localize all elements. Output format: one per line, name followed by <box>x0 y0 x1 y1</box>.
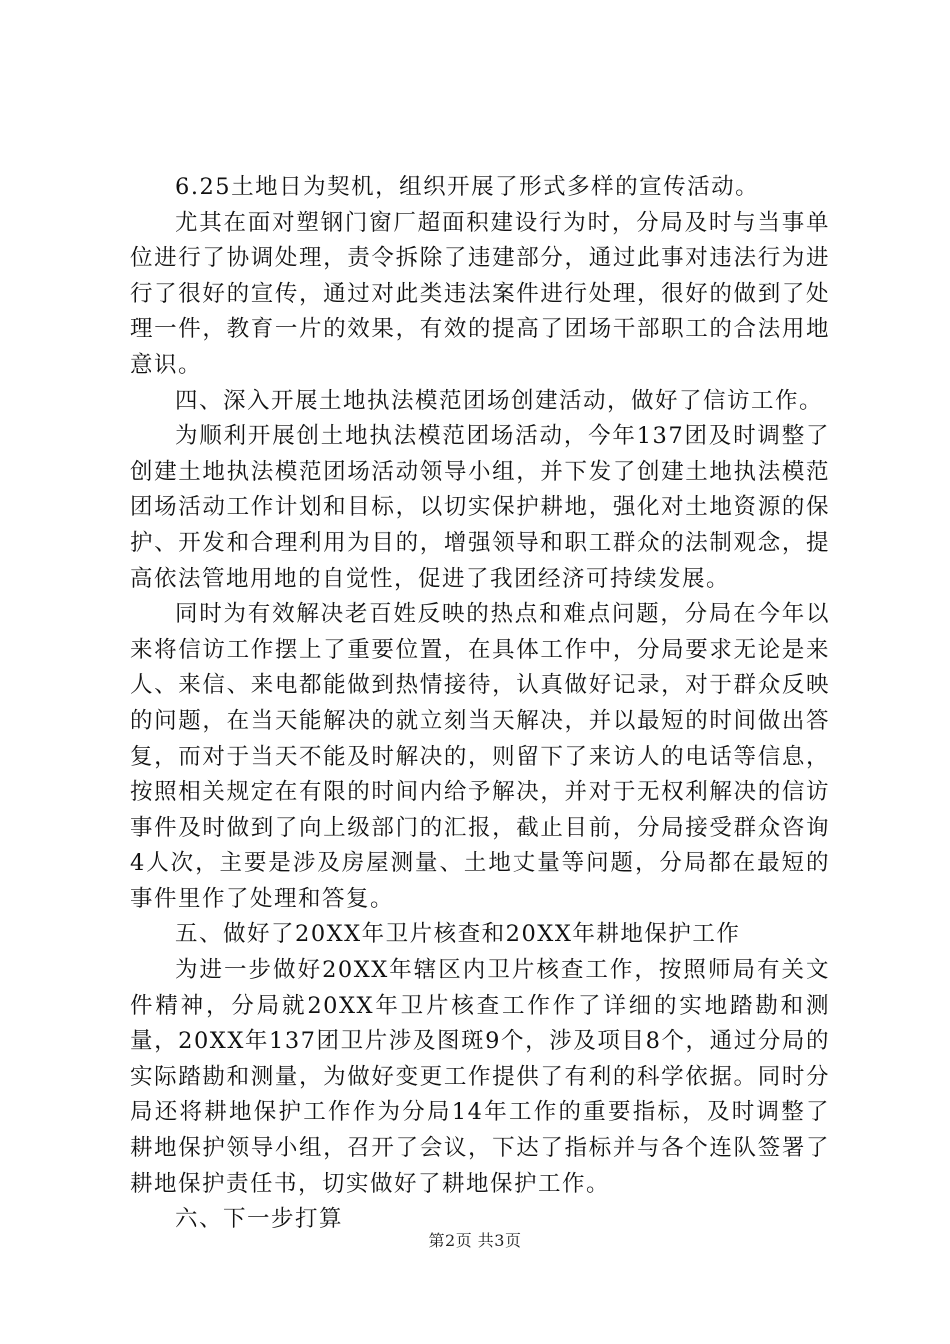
section-heading-4: 四、深入开展土地执法模范团场创建活动，做好了信访工作。 <box>175 387 824 414</box>
document-body <box>130 170 830 1238</box>
page-number-footer: 第2页 共3页 <box>428 1231 522 1250</box>
section-heading-5: 五、做好了20XX年卫片核查和20XX年耕地保护工作 <box>175 921 741 948</box>
paragraph-violation-handling: 尤其在面对塑钢门窗厂超面积建设行为时，分局及时与当事单位进行了协调处理，责令拆除了违建部分，通过此事对违法行为进行了很好的宣传，通过对此类违法案件进行处理，很好的做到了处理一件，教育一片的效果，有效的提高了团场干部职工的合法用地意识。 <box>130 209 830 378</box>
paragraph-petition-work: 同时为有效解决老百姓反映的热点和难点问题，分局在今年以来将信访工作摆上了重要位置，在具体工作中，分局要求无论是来人、来信、来电都能做到热情接待，认真做好记录，对于群众反映的问题，在当天能解决的就立刻当天解决，并以最短的时间做出答复，而对于当天不能及时解决的，则留下了来访人的电话等信息，按照相关规定在有限的时间内给予解决，并对于无权利解决的信访事件及时做到了向上级部门的汇报，截止目前，分局接受群众咨询4人次，主要是涉及房屋测量、土地丈量等问题，分局都在最短的事件里作了处理和答复。 <box>130 601 830 912</box>
paragraph-satellite-check: 为进一步做好20XX年辖区内卫片核查工作，按照师局有关文件精神，分局就20XX年卫片核查工作作了详细的实地踏勘和测量，20XX年137团卫片涉及图斑9个，涉及项目8个，通过分局的实际踏勘和测量，为做好变更工作提供了有利的科学依据。同时分局还将耕地保护工作作为分局14年工作的重要指标，及时调整了耕地保护领导小组，召开了会议，下达了指标并与各个连队签署了耕地保护责任书，切实做好了耕地保护工作。 <box>130 957 830 1197</box>
section-heading-6: 六、下一步打算 <box>175 1206 344 1233</box>
paragraph-model-regiment: 为顺利开展创土地执法模范团场活动，今年137团及时调整了创建土地执法模范团场活动领导小组，并下发了创建土地执法模范团场活动工作计划和目标，以切实保护耕地，强化对土地资源的保护、开发和合理利用为目的，增强领导和职工群众的法制观念，提高依法管地用地的自觉性，促进了我团经济可持续发展。 <box>130 423 830 592</box>
paragraph-publicity: 6.25土地日为契机，组织开展了形式多样的宣传活动。 <box>175 174 760 200</box>
